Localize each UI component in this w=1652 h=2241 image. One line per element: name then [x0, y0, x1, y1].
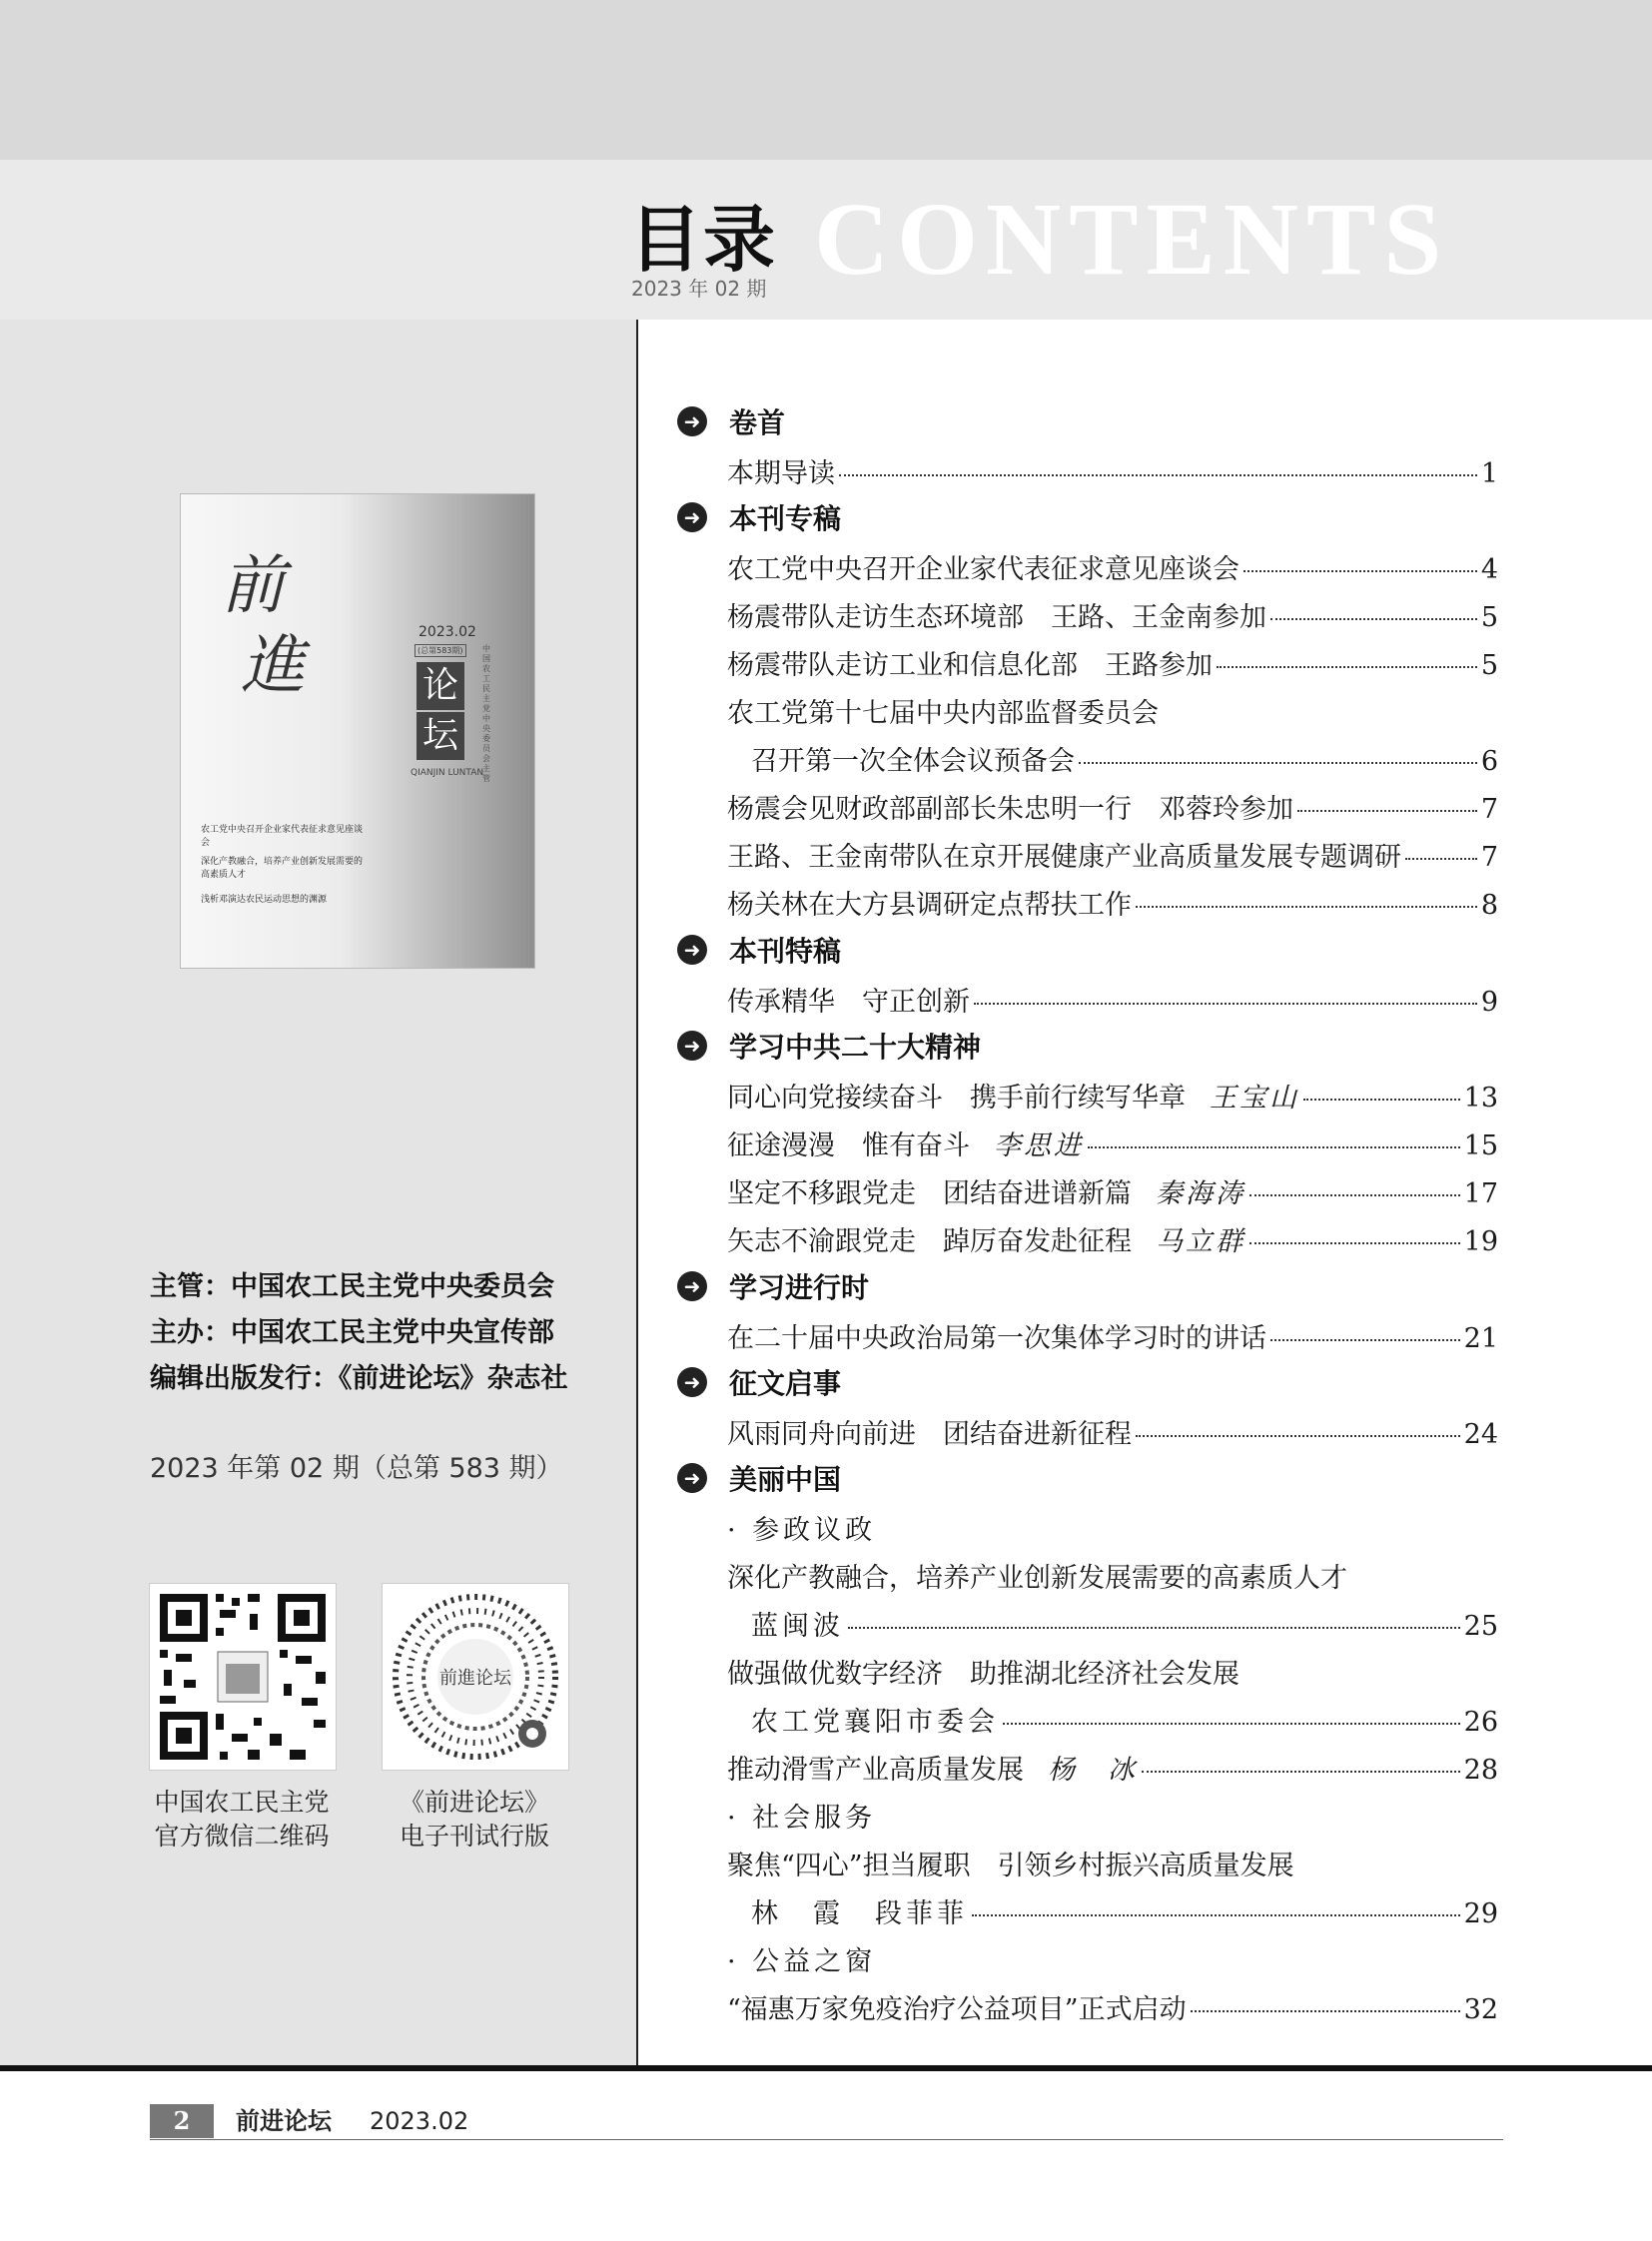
- leader-dots: [1003, 1723, 1460, 1725]
- toc-entry[interactable]: “福惠万家免疫治疗公益项目”正式启动 32: [727, 1994, 1498, 2025]
- footer-date: 2023.02: [370, 2107, 469, 2135]
- issue-subtitle: 2023 年 02 期: [631, 277, 767, 301]
- toc-entry-line1[interactable]: 深化产教融合，培养产业创新发展需要的高素质人才: [727, 1563, 1347, 1594]
- arrow-right-icon: ➜: [677, 1031, 707, 1061]
- leader-dots: [1270, 1339, 1460, 1341]
- leader-dots: [1270, 618, 1477, 620]
- supervisor-line: 主管：中国农工民主党中央委员会: [150, 1271, 554, 1302]
- toc-entry-line1[interactable]: 农工党第十七届中央内部监督委员会: [727, 698, 1159, 729]
- leader-dots: [1088, 1146, 1460, 1148]
- leader-dots: [1303, 1099, 1460, 1101]
- toc-author: 杨 冰: [1048, 1755, 1138, 1786]
- leader-dots: [1142, 1771, 1460, 1773]
- arrow-right-icon: ➜: [677, 1463, 707, 1493]
- title-chinese: 目录: [629, 197, 778, 282]
- toc-entry[interactable]: 征途漫漫 惟有奋斗 李思进 15: [727, 1123, 1498, 1159]
- toc-section[interactable]: ➜ 卷首: [677, 403, 785, 439]
- top-band: [0, 0, 1652, 160]
- wechat-qr-caption-1: 中国农工民主党: [154, 1788, 330, 1817]
- toc-entry-line1[interactable]: 做强做优数字经济 助推湖北经济社会发展: [727, 1659, 1239, 1690]
- leader-dots: [1405, 858, 1477, 860]
- ejournal-caption-1: 《前进论坛》: [399, 1788, 549, 1817]
- toc-entry[interactable]: 本期导读 1: [727, 458, 1498, 489]
- leader-dots: [1136, 1435, 1460, 1437]
- toc-entry[interactable]: 王路、王金南带队在京开展健康产业高质量发展专题调研 7: [727, 842, 1498, 873]
- toc-entry[interactable]: 在二十届中央政治局第一次集体学习时的讲话 21: [727, 1323, 1498, 1354]
- leader-dots: [1243, 570, 1477, 572]
- cover-logo-top: 前: [221, 549, 285, 623]
- toc-author: 王宝山: [1210, 1083, 1299, 1114]
- toc-entry[interactable]: 传承精华 守正创新 9: [727, 987, 1498, 1018]
- toc-entry[interactable]: 杨震带队走访工业和信息化部 王路参加 5: [727, 650, 1498, 681]
- cover-headline: 深化产教融合，培养产业创新发展需要的高素质人才: [201, 857, 364, 880]
- arrow-right-icon: ➜: [677, 406, 707, 436]
- arrow-right-icon: ➜: [677, 502, 707, 532]
- leader-dots: [972, 1914, 1460, 1916]
- toc-author: 李思进: [994, 1130, 1084, 1161]
- toc-entry[interactable]: 杨震会见财政部副部长朱忠明一行 邓蓉玲参加 7: [727, 794, 1498, 825]
- leader-dots: [1191, 2010, 1460, 2012]
- toc-entry-line1[interactable]: 聚焦“四心”担当履职 引领乡村振兴高质量发展: [727, 1851, 1294, 1881]
- issue-line: 2023 年第 02 期（总第 583 期）: [150, 1453, 563, 1484]
- toc-entry[interactable]: 蓝闽波 25: [751, 1611, 1498, 1642]
- bottom-rule: [0, 2065, 1652, 2071]
- wechat-qr-code: [149, 1583, 337, 1771]
- toc-author: 马立群: [1156, 1226, 1245, 1257]
- leader-dots: [1217, 666, 1477, 668]
- toc-entry[interactable]: 农工党襄阳市委会 26: [751, 1707, 1498, 1738]
- toc-section[interactable]: ➜ 本刊专稿: [677, 499, 841, 535]
- toc-entry[interactable]: 杨关林在大方县调研定点帮扶工作 8: [727, 890, 1498, 921]
- ejournal-mini-program-code: [382, 1583, 569, 1771]
- toc-section[interactable]: ➜ 学习进行时: [677, 1268, 869, 1304]
- toc-entry[interactable]: 农工党中央召开企业家代表征求意见座谈会 4: [727, 554, 1498, 585]
- cover-headline: 农工党中央召开企业家代表征求意见座谈会: [201, 825, 364, 848]
- toc-entry[interactable]: 召开第一次全体会议预备会 6: [751, 746, 1498, 777]
- toc-entry[interactable]: 矢志不渝跟党走 踔厉奋发赴征程 马立群 19: [727, 1219, 1498, 1255]
- toc-section[interactable]: ➜ 本刊特稿: [677, 932, 841, 968]
- cover-tan: 坛: [416, 712, 464, 760]
- publisher-line: 编辑出版发行：《前进论坛》杂志社: [150, 1363, 568, 1394]
- leader-dots: [1249, 1194, 1460, 1196]
- toc-entry[interactable]: 杨震带队走访生态环境部 王路、王金南参加 5: [727, 602, 1498, 633]
- title-english: CONTENTS: [814, 182, 1450, 297]
- toc-entry[interactable]: 风雨同舟向前进 团结奋进新征程 24: [727, 1419, 1498, 1450]
- leader-dots: [974, 1003, 1477, 1005]
- toc-entry[interactable]: 林 霞 段菲菲 29: [751, 1898, 1498, 1929]
- toc-entry[interactable]: 坚定不移跟党走 团结奋进谱新篇 秦海涛 17: [727, 1171, 1498, 1207]
- toc-section[interactable]: ➜ 学习中共二十大精神: [677, 1028, 981, 1064]
- footer-magazine-name: 前进论坛: [236, 2107, 332, 2135]
- toc-subsection: · 社会服务: [727, 1803, 877, 1834]
- footer-page-number: 2: [150, 2104, 214, 2138]
- leader-dots: [1136, 906, 1477, 908]
- toc-entry[interactable]: 同心向党接续奋斗 携手前行续写华章 王宝山 13: [727, 1076, 1498, 1112]
- toc-subsection: · 参政议政: [727, 1515, 877, 1546]
- column-divider: [636, 320, 638, 2071]
- cover-date: 2023.02: [418, 624, 476, 640]
- qr-code-icon: [150, 1584, 336, 1770]
- cover-logo-bottom: 進: [241, 629, 305, 703]
- toc-subsection: · 公益之窗: [727, 1946, 877, 1977]
- mini-program-code-icon: [383, 1584, 568, 1770]
- leader-dots: [839, 474, 1477, 476]
- leader-dots: [1297, 810, 1477, 812]
- cover-pinyin: QIANJIN LUNTAN: [411, 768, 484, 778]
- wechat-qr-caption-2: 官方微信二维码: [154, 1822, 330, 1851]
- ejournal-caption-2: 电子刊试行版: [399, 1822, 549, 1851]
- leader-dots: [1079, 762, 1477, 764]
- toc-section[interactable]: ➜ 征文启事: [677, 1364, 841, 1400]
- toc-entry[interactable]: 推动滑雪产业高质量发展 杨 冰 28: [727, 1748, 1498, 1784]
- toc-author: 秦海涛: [1156, 1178, 1245, 1209]
- cover-thumbnail: [180, 493, 535, 969]
- toc-section[interactable]: ➜ 美丽中国: [677, 1460, 841, 1496]
- mini-code-logo: 前進论坛: [439, 1668, 511, 1689]
- cover-side-text: 中国农工民主党中央委员会 主管: [482, 644, 490, 783]
- leader-dots: [848, 1627, 1460, 1629]
- arrow-right-icon: ➜: [677, 1271, 707, 1301]
- cover-lun: 论: [416, 662, 464, 710]
- footer-rule: [150, 2139, 1503, 2140]
- arrow-right-icon: ➜: [677, 1367, 707, 1397]
- leader-dots: [1249, 1242, 1460, 1244]
- sponsor-line: 主办：中国农工民主党中央宣传部: [150, 1317, 554, 1348]
- arrow-right-icon: ➜: [677, 935, 707, 965]
- cover-headline: 浅析邓演达农民运动思想的渊源: [201, 895, 328, 905]
- cover-total: (总第583期): [414, 644, 466, 657]
